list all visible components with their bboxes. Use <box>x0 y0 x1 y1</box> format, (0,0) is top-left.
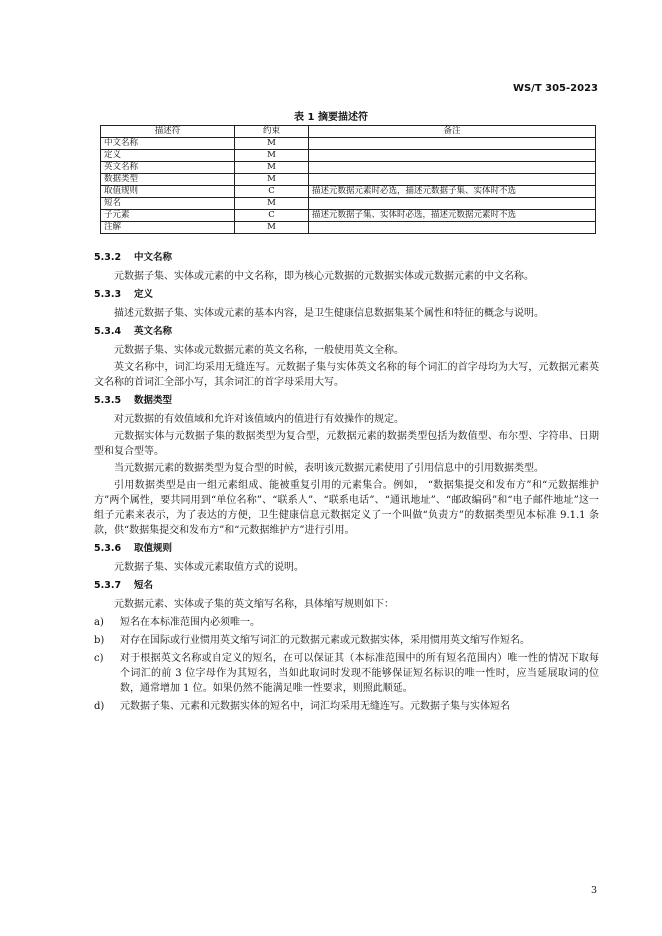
section-heading-5-3-7 <box>94 577 599 595</box>
paragraph: 当元数据元素的数据类型为复合型的时候，表明该元数据元素使用了引用信息中的引用数据类型。 <box>114 463 544 474</box>
table-header-row <box>101 126 596 138</box>
cell-constraint: M <box>235 162 309 174</box>
cell-constraint: M <box>235 174 309 186</box>
cell-note <box>309 222 596 234</box>
cell-note: 描述元数据元素时必选，描述元数据子集、实体时不选 <box>309 186 596 198</box>
section-heading-5-3-3 <box>94 286 599 304</box>
cell-descriptor: 子元素 <box>101 210 235 222</box>
section-number: 5.3.3 <box>94 289 122 300</box>
paragraph: 元数据实体与元数据子集的数据类型为复合型，元数据元素的数据类型包括为数值型、布尔型、字符串、日期型和复合型等。 <box>94 431 599 457</box>
list-item-label: a) <box>94 617 104 628</box>
section-heading-5-3-4 <box>94 323 599 341</box>
cell-descriptor: 注解 <box>101 222 235 234</box>
table-row <box>101 162 596 174</box>
cell-note: 描述元数据子集、实体时必选，描述元数据元素时不选 <box>309 210 596 222</box>
paragraph: 元数据子集、实体或元素取值方式的说明。 <box>114 562 304 573</box>
list-item-text: 对于根据英文名称或自定义的短名，在可以保证其（本标准范围中的所有短名范围内）唯一性的情况下取每个词汇的前 3 位字母作为其短名，当如此取词时发现不能够保证短名标识的唯一性时，应当延展取词的位数，通常增加 1 位。如果仍然不能满足唯一性要求，则照此顺延。 <box>120 653 599 694</box>
table-row <box>101 186 596 198</box>
paragraph: 英文名称中，词汇均采用无缝连写。元数据子集与实体英文名称的每个词汇的首字母均为大写，元数据元素英文名称的首词汇全部小写，其余词汇的首字母采用大写。 <box>94 362 599 388</box>
paragraph: 引用数据类型是由一组元素组成、能被重复引用的元素集合。例如， “数据集提交和发布方”和“元数据维护方”两个属性，要共同用到“单位名称”、“联系人”、“联系电话”、“通讯地址”、“邮政编码”和“电子邮件地址”这一组子元素来表示，为了表达的方便，卫生健康信息元数据定义了一个叫做“负责方”的数据类型见本标准 9.1.1 条款，供“数据集提交和发布方”和“元数据维护方”进行引用。 <box>94 480 599 536</box>
cell-descriptor: 数据类型 <box>101 174 235 186</box>
list-item-label: d) <box>94 701 105 712</box>
paragraph: 元数据子集、实体或元素的中文名称，即为核心元数据的元数据实体或元数据元素的中文名称。 <box>114 271 534 282</box>
table-row <box>101 198 596 210</box>
table-row <box>101 138 596 150</box>
list-item-label: c) <box>94 653 104 664</box>
cell-descriptor: 中文名称 <box>101 138 235 150</box>
cell-descriptor: 定义 <box>101 150 235 162</box>
section-title: 取值规则 <box>134 543 173 554</box>
section-number: 5.3.5 <box>94 395 122 406</box>
list-item-text: 元数据子集、元素和元数据实体的短名中，词汇均采用无缝连写。元数据子集与实体短名 <box>120 701 510 712</box>
section-title: 数据类型 <box>134 395 173 406</box>
cell-descriptor: 短名 <box>101 198 235 210</box>
table-caption: 表 1 摘要描述符 <box>294 112 368 123</box>
section-title: 中文名称 <box>134 252 173 263</box>
cell-note <box>309 138 596 150</box>
section-number: 5.3.4 <box>94 326 122 337</box>
standard-code: WS/T 305-2023 <box>512 83 598 94</box>
section-number: 5.3.2 <box>94 252 122 263</box>
page-number: 3 <box>590 885 597 896</box>
list-item <box>94 699 599 714</box>
section-title: 英文名称 <box>134 326 173 337</box>
cell-constraint: M <box>235 222 309 234</box>
paragraph: 元数据元素、实体或子集的英文缩写名称，具体缩写规则如下： <box>114 599 394 610</box>
cell-constraint: C <box>235 186 309 198</box>
cell-constraint: M <box>235 150 309 162</box>
cell-note <box>309 174 596 186</box>
column-header: 备注 <box>309 126 596 138</box>
list-item <box>94 651 599 696</box>
list-item <box>94 615 599 630</box>
cell-constraint: M <box>235 198 309 210</box>
column-header: 描述符 <box>101 126 235 138</box>
cell-note <box>309 162 596 174</box>
cell-note <box>309 198 596 210</box>
table-row <box>101 150 596 162</box>
cell-note <box>309 150 596 162</box>
section-number: 5.3.7 <box>94 580 122 591</box>
cell-descriptor: 英文名称 <box>101 162 235 174</box>
paragraph: 对元数据的有效值域和允许对该值域内的值进行有效操作的规定。 <box>114 414 404 425</box>
paragraph: 描述元数据子集、实体或元素的基本内容，是卫生健康信息数据集某个属性和特征的概念与说明。 <box>114 308 544 319</box>
section-heading-5-3-5 <box>94 392 599 410</box>
list-item-text: 短名在本标准范围内必须唯一。 <box>120 617 260 628</box>
section-title: 定义 <box>134 289 154 300</box>
cell-constraint: C <box>235 210 309 222</box>
list-item-text: 对存在国际或行业惯用英文缩写词汇的元数据元素或元数据实体，采用惯用英文缩写作短名。 <box>120 635 530 646</box>
section-heading-5-3-6 <box>94 540 599 558</box>
cell-descriptor: 取值规则 <box>101 186 235 198</box>
summary-descriptor-table <box>100 125 596 234</box>
list-item-label: b) <box>94 635 105 646</box>
column-header: 约束 <box>235 126 309 138</box>
cell-constraint: M <box>235 138 309 150</box>
document-body <box>94 247 599 717</box>
list-item <box>94 633 599 648</box>
table-row <box>101 174 596 186</box>
section-heading-5-3-2 <box>94 249 599 267</box>
section-title: 短名 <box>134 580 154 591</box>
paragraph: 元数据子集、实体或元数据元素的英文名称，一般使用英文全称。 <box>114 345 404 356</box>
table-row <box>101 222 596 234</box>
table-row <box>101 210 596 222</box>
section-number: 5.3.6 <box>94 543 122 554</box>
